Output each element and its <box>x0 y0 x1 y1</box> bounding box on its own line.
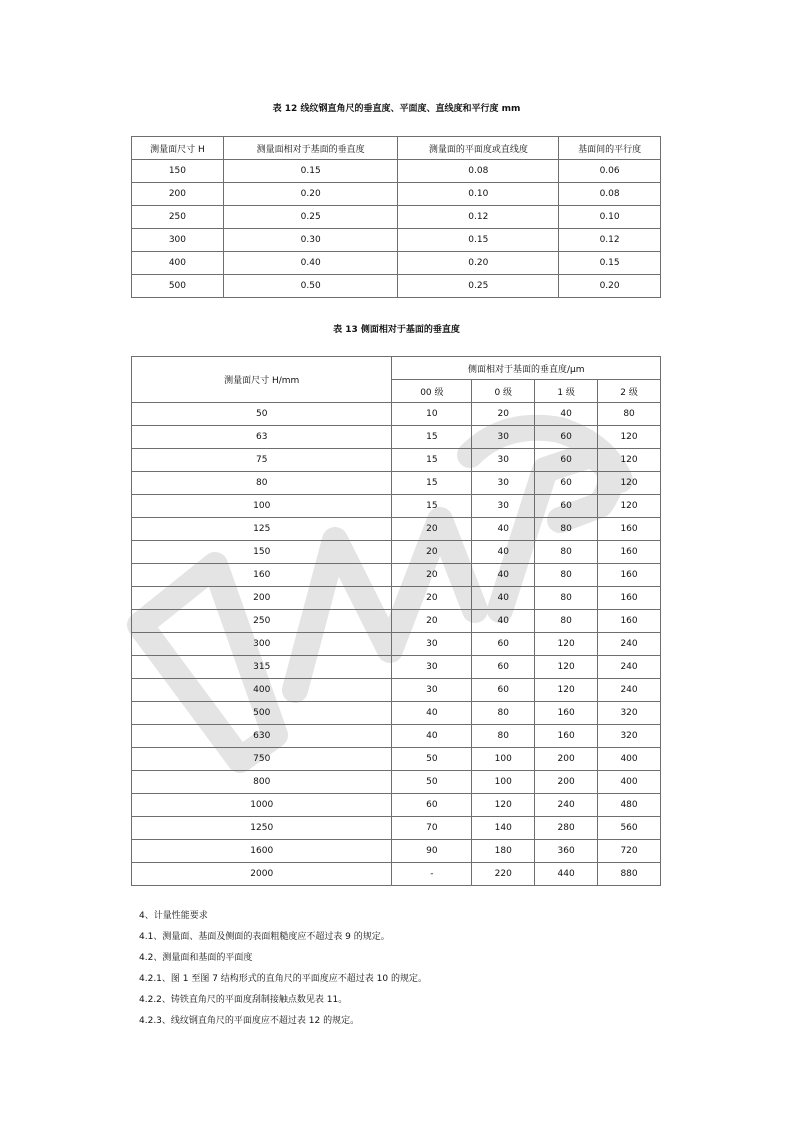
table-cell: 40 <box>535 403 598 426</box>
table-cell: 160 <box>132 564 392 587</box>
table-cell: 180 <box>472 840 535 863</box>
paragraph: 4.2.3、线纹钢直角尺的平面度应不超过表 12 的规定。 <box>139 1016 360 1026</box>
paragraph: 4、计量性能要求 <box>139 911 208 921</box>
table-cell: 30 <box>392 633 472 656</box>
table-cell: 75 <box>132 449 392 472</box>
table-row <box>132 817 661 840</box>
table-cell: 60 <box>535 472 598 495</box>
table-cell: 80 <box>535 564 598 587</box>
table-cell: 100 <box>472 748 535 771</box>
table-cell: 50 <box>132 403 392 426</box>
table-cell: 140 <box>472 817 535 840</box>
table-cell: 320 <box>598 702 661 725</box>
table-cell: 100 <box>472 771 535 794</box>
table-cell: 160 <box>535 725 598 748</box>
table-cell: 120 <box>598 426 661 449</box>
table-cell: 720 <box>598 840 661 863</box>
table-cell: 0.50 <box>223 275 398 298</box>
table-cell: 80 <box>535 610 598 633</box>
table-cell: 250 <box>132 206 224 229</box>
table-cell: 0.20 <box>398 252 559 275</box>
table-cell: 20 <box>472 403 535 426</box>
table-cell: 750 <box>132 748 392 771</box>
table-cell: 60 <box>472 633 535 656</box>
table-cell: 30 <box>472 449 535 472</box>
table-cell: 80 <box>472 702 535 725</box>
table-row <box>132 840 661 863</box>
table-cell: 60 <box>535 495 598 518</box>
table-row <box>132 748 661 771</box>
table-cell: 880 <box>598 863 661 886</box>
table-cell: 1600 <box>132 840 392 863</box>
table-cell: 0.15 <box>559 252 661 275</box>
table-cell: 63 <box>132 426 392 449</box>
table-cell: 120 <box>598 472 661 495</box>
table13-grade-cell: 2 级 <box>598 380 661 403</box>
table-cell: 0.12 <box>398 206 559 229</box>
table12-header-cell: 测量面尺寸 H <box>132 137 224 160</box>
table-13 <box>131 356 661 886</box>
table-cell: 240 <box>598 656 661 679</box>
table-cell: 30 <box>472 426 535 449</box>
table-cell: 15 <box>392 449 472 472</box>
table-cell: 40 <box>392 702 472 725</box>
table-cell: 400 <box>598 748 661 771</box>
table-cell: 0.20 <box>559 275 661 298</box>
table-cell: 60 <box>535 426 598 449</box>
table12-caption: 表 12 线纹钢直角尺的垂直度、平面度、直线度和平行度 mm <box>272 104 521 114</box>
table-cell: 30 <box>392 656 472 679</box>
table-cell: 40 <box>472 518 535 541</box>
table-cell: 0.20 <box>223 183 398 206</box>
table-cell: 480 <box>598 794 661 817</box>
table12-header-cell: 基面间的平行度 <box>559 137 661 160</box>
table13-body <box>132 357 661 886</box>
table-cell: 0.12 <box>559 229 661 252</box>
table-row <box>132 495 661 518</box>
table-cell: 160 <box>598 518 661 541</box>
table-row <box>132 794 661 817</box>
table13-row-header: 测量面尺寸 H/mm <box>132 357 392 403</box>
table-cell: 120 <box>535 679 598 702</box>
paragraph: 4.2.2、铸铁直角尺的平面度刮制接触点数见表 11。 <box>139 995 348 1005</box>
table-cell: 80 <box>472 725 535 748</box>
paragraph: 4.2、测量面和基面的平面度 <box>139 953 253 963</box>
table-cell: 0.40 <box>223 252 398 275</box>
table-cell: 1250 <box>132 817 392 840</box>
table12-header-cell: 测量面的平面度或直线度 <box>398 137 559 160</box>
table-row <box>132 541 661 564</box>
table12-header-cell: 测量面相对于基面的垂直度 <box>223 137 398 160</box>
table-cell: 60 <box>392 794 472 817</box>
table-row <box>132 587 661 610</box>
table-cell: 30 <box>392 679 472 702</box>
table-cell: 300 <box>132 229 224 252</box>
table-cell: 20 <box>392 564 472 587</box>
table-cell: 440 <box>535 863 598 886</box>
table-cell: 220 <box>472 863 535 886</box>
table-cell: 80 <box>535 587 598 610</box>
table-cell: 240 <box>598 633 661 656</box>
table-row <box>132 564 661 587</box>
table-row <box>132 863 661 886</box>
table-cell: 2000 <box>132 863 392 886</box>
table-cell: 15 <box>392 472 472 495</box>
table-cell: 90 <box>392 840 472 863</box>
table-cell: 320 <box>598 725 661 748</box>
table-row <box>132 160 661 183</box>
table-cell: 150 <box>132 541 392 564</box>
table-row <box>132 183 661 206</box>
table-cell: 120 <box>598 449 661 472</box>
table-row <box>132 679 661 702</box>
table-row <box>132 518 661 541</box>
table-cell: 30 <box>472 495 535 518</box>
table-cell: 0.30 <box>223 229 398 252</box>
table-row <box>132 252 661 275</box>
table-cell: 80 <box>535 518 598 541</box>
table13-header-row <box>132 357 661 380</box>
table12-header-row <box>132 137 661 160</box>
table-cell: 20 <box>392 610 472 633</box>
table13-group-header: 侧面相对于基面的垂直度/μm <box>392 357 661 380</box>
table-cell: 40 <box>472 541 535 564</box>
table-row <box>132 275 661 298</box>
table13-grade-cell: 1 级 <box>535 380 598 403</box>
table-cell: 200 <box>535 771 598 794</box>
table-row <box>132 633 661 656</box>
table-cell: 160 <box>598 541 661 564</box>
table-cell: 40 <box>472 610 535 633</box>
table-cell: 50 <box>392 748 472 771</box>
table-row <box>132 426 661 449</box>
table-cell: 20 <box>392 518 472 541</box>
table13-grade-cell: 0 级 <box>472 380 535 403</box>
table-row <box>132 206 661 229</box>
table-cell: 200 <box>132 587 392 610</box>
table-cell: 160 <box>598 610 661 633</box>
table-row <box>132 403 661 426</box>
table-cell: 50 <box>392 771 472 794</box>
table-cell: 100 <box>132 495 392 518</box>
table-cell: 160 <box>535 702 598 725</box>
table-row <box>132 702 661 725</box>
table-cell: 400 <box>132 679 392 702</box>
table-cell: 60 <box>472 656 535 679</box>
table-row <box>132 771 661 794</box>
table-cell: 30 <box>472 472 535 495</box>
table-cell: 0.08 <box>559 183 661 206</box>
table-cell: 240 <box>598 679 661 702</box>
table-cell: 250 <box>132 610 392 633</box>
table-cell: 0.10 <box>398 183 559 206</box>
table-cell: 60 <box>472 679 535 702</box>
table13-caption: 表 13 侧面相对于基面的垂直度 <box>333 325 460 335</box>
table-cell: 120 <box>535 633 598 656</box>
table-cell: 150 <box>132 160 224 183</box>
table-cell: 120 <box>535 656 598 679</box>
table-cell: 15 <box>392 426 472 449</box>
table-cell: 10 <box>392 403 472 426</box>
table-cell: 60 <box>535 449 598 472</box>
table-cell: 0.25 <box>223 206 398 229</box>
table-12 <box>131 136 661 298</box>
table-cell: 400 <box>132 252 224 275</box>
table-cell: 0.25 <box>398 275 559 298</box>
table13-grade-cell: 00 级 <box>392 380 472 403</box>
paragraph: 4.1、测量面、基面及侧面的表面粗糙度应不超过表 9 的规定。 <box>139 932 390 942</box>
table-cell: 400 <box>598 771 661 794</box>
table-cell: 500 <box>132 702 392 725</box>
table12-body <box>132 137 661 298</box>
table-cell: 630 <box>132 725 392 748</box>
table-cell: 15 <box>392 495 472 518</box>
table-row <box>132 449 661 472</box>
table-cell: 560 <box>598 817 661 840</box>
table-cell: 360 <box>535 840 598 863</box>
table-row <box>132 725 661 748</box>
table-cell: 125 <box>132 518 392 541</box>
table-cell: - <box>392 863 472 886</box>
table-cell: 0.15 <box>398 229 559 252</box>
table-cell: 80 <box>132 472 392 495</box>
paragraph: 4.2.1、图 1 至图 7 结构形式的直角尺的平面度应不超过表 10 的规定。 <box>139 974 427 984</box>
table-cell: 80 <box>598 403 661 426</box>
table-cell: 40 <box>472 587 535 610</box>
table-cell: 300 <box>132 633 392 656</box>
table-cell: 80 <box>535 541 598 564</box>
table-cell: 0.08 <box>398 160 559 183</box>
table-cell: 120 <box>472 794 535 817</box>
table-cell: 0.06 <box>559 160 661 183</box>
table-cell: 0.10 <box>559 206 661 229</box>
table-cell: 500 <box>132 275 224 298</box>
table-row <box>132 610 661 633</box>
table-cell: 280 <box>535 817 598 840</box>
table-cell: 40 <box>472 564 535 587</box>
table-row <box>132 472 661 495</box>
table-cell: 160 <box>598 587 661 610</box>
table-cell: 0.15 <box>223 160 398 183</box>
table-cell: 70 <box>392 817 472 840</box>
table-cell: 20 <box>392 587 472 610</box>
table-cell: 240 <box>535 794 598 817</box>
table-cell: 120 <box>598 495 661 518</box>
table-cell: 40 <box>392 725 472 748</box>
table-cell: 20 <box>392 541 472 564</box>
table-cell: 200 <box>535 748 598 771</box>
table-cell: 315 <box>132 656 392 679</box>
table-cell: 160 <box>598 564 661 587</box>
table-cell: 1000 <box>132 794 392 817</box>
table-cell: 200 <box>132 183 224 206</box>
table-cell: 800 <box>132 771 392 794</box>
table-row <box>132 656 661 679</box>
table-row <box>132 229 661 252</box>
